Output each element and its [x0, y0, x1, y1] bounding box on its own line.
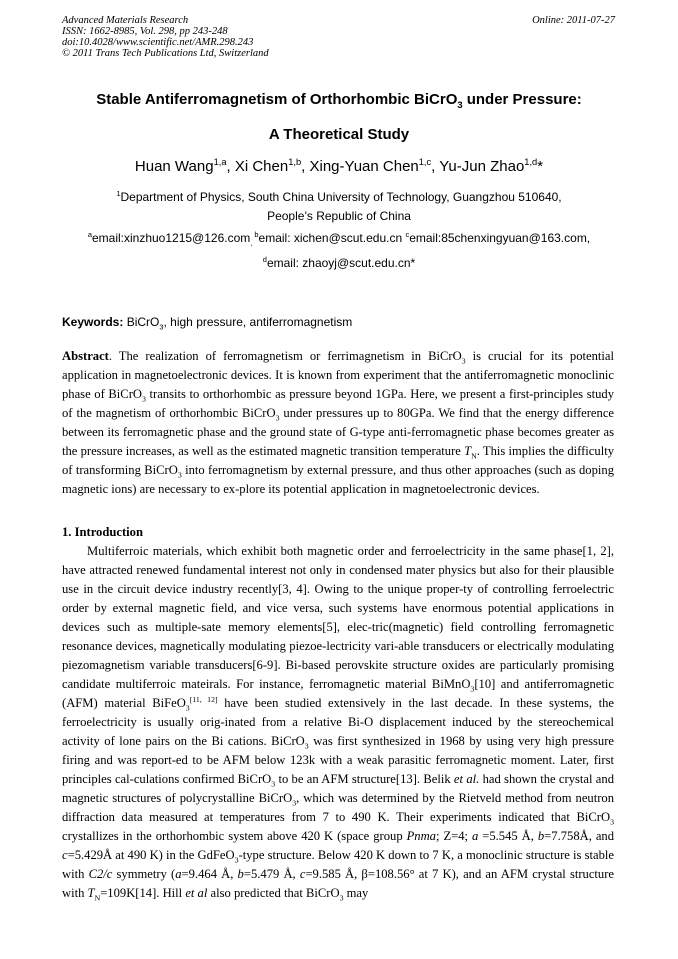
- author-name: Huan Wang: [134, 158, 214, 175]
- author-name: Yu-Jun Zhao: [439, 158, 525, 175]
- abstract-paragraph: Abstract. The realization of ferromagnetism or ferrimagnetism in BiCrO$_3$ is crucial for its potential application in magnetoelectronic devices. It is known from experiment that the antiferromagnetic monoclinic phase of BiCrO$_3$ transits to orthorhombic as pressure beyond 1GPa. Here, we present a first-principles study of the magnetism of orthorhombic BiCrO$_3$ under pressures up to 80GPa. We find that the energy difference between its ferromagnetic phase and the ground state of G-type anti-ferromagnetic phase becomes greater as the pressure increases, as well as the estimated magnetic transition temperature $T_N$. This implies the difficulty of transforming BiCrO$_3$ into ferromagnetism by external pressure, and thus other approaches (such as doping magnetic ions) are necessary to ex-plore its potential application in magnetoelectronic devices.: [62, 349, 614, 496]
- introduction-paragraph: Multiferroic materials, which exhibit both magnetic order and ferroelectricity in the same phase[1, 2], have attracted renewed fundamental interest not only in condensed mater physics but also for their plausible use in the circuit device industry recently[3, 4]. Owing to the unique proper-ty of controlling ferroelectric order by external magnetic field, and vice versa, such systems have enormous potential applications in devices such as multiple-sate memory elements[5], elec-tric(magnetic) field controlling ferromagnetic resonance devices, magnetically modulating piezoe-lectricity vari-able transducers or electrically modulating piezomagnetism variable transducers[6-9]. Bi-based perovskite structure oxides are particularly promising candidate multiferroic mateirals. For instance, ferromagnetic material BiMnO$_3$[10] and antiferromagnetic (AFM) material BiFeO$_3$[11, 12] have been studied extensively in the last decade. In these systems, the ferroelectricity is usually orig-inated from a relative Bi-O displacement induced by the stereochemical activity of lone pairs on the Bi cations. BiCrO$_3$ was first synthesized in 1968 by using very high pressure firing and was report-ed to be AFM below 123k with a weak parasitic ferromagnetic moment. Later, first principles cal-culations confirmed BiCrO$_3$ to be an AFM structure[13]. Belik et al. had shown the crystal and magnetic structures of polycrystalline BiCrO$_3$, which was determined by the Rietveld method from neutron diffraction data measured at temperatures from 7 to 490 K. Their experiments indicated that BiCrO$_3$ crystallizes in the orthorhombic system above 420 K (space group Pnma; Z=4; a =5.545 Å, b=7.758Å, and c=5.429Å at 490 K) in the GdFeO$_3$-type structure. Below 420 K down to 7 K, a monoclinic structure is stable with C2/c symmetry (a=9.464 Å, b=5.479 Å, c=9.585 Å, β=108.56° at 7 K), and an AFM crystal structure with $T_N=109K[14]$. Hill et al also predicted that BiCrO$_3$ may: [62, 544, 614, 903]
- email-line-1: $^a$email:xinzhuo1215@126.com$_,$ $^b$email: xichen@scut.edu.cn $^c$email:85chenxingyuan@163.com,: [87, 230, 591, 248]
- keywords: Keywords: BiCrO$_3$, high pressure, antiferromagnetism: [62, 315, 353, 332]
- section-heading-introduction: 1. Introduction: [62, 525, 143, 539]
- paper-title-line-1: Stable Antiferromagnetism of Orthorhombic BiCrO$_3$ under Pressure:: [96, 91, 582, 110]
- author-name: Xing-Yuan Chen: [309, 158, 419, 175]
- issn-line: ISSN: 1662-8985, Vol. 298, pp 243-248: [62, 26, 228, 37]
- online-date: Online: 2011-07-27: [532, 15, 615, 26]
- paper-title-line-2: A Theoretical Study: [268, 126, 410, 143]
- copyright-line: © 2011 Trans Tech Publications Ltd, Switzerland: [62, 48, 269, 59]
- affiliation-line-2: People’s Republic of China: [267, 209, 411, 223]
- abstract-label: Abstract: [62, 349, 109, 363]
- author-name: Xi Chen: [234, 158, 289, 175]
- email-line-2: $^d$email: zhaoyj@scut.edu.cn*: [262, 255, 416, 270]
- journal-name: Advanced Materials Research: [62, 15, 189, 26]
- doi-line: doi:10.4028/www.scientific.net/AMR.298.243: [62, 37, 254, 48]
- journal-header: [62, 15, 269, 59]
- affiliation-line-1: $^1$Department of Physics, South China University of Technology, Guangzhou 510640,: [116, 189, 562, 204]
- author-list: Huan Wang$^{1,a}$, Xi Chen$^{1,b}$, Xing-Yuan Chen$^{1,c}$, Yu-Jun Zhao$^{1,d}$*: [134, 157, 544, 175]
